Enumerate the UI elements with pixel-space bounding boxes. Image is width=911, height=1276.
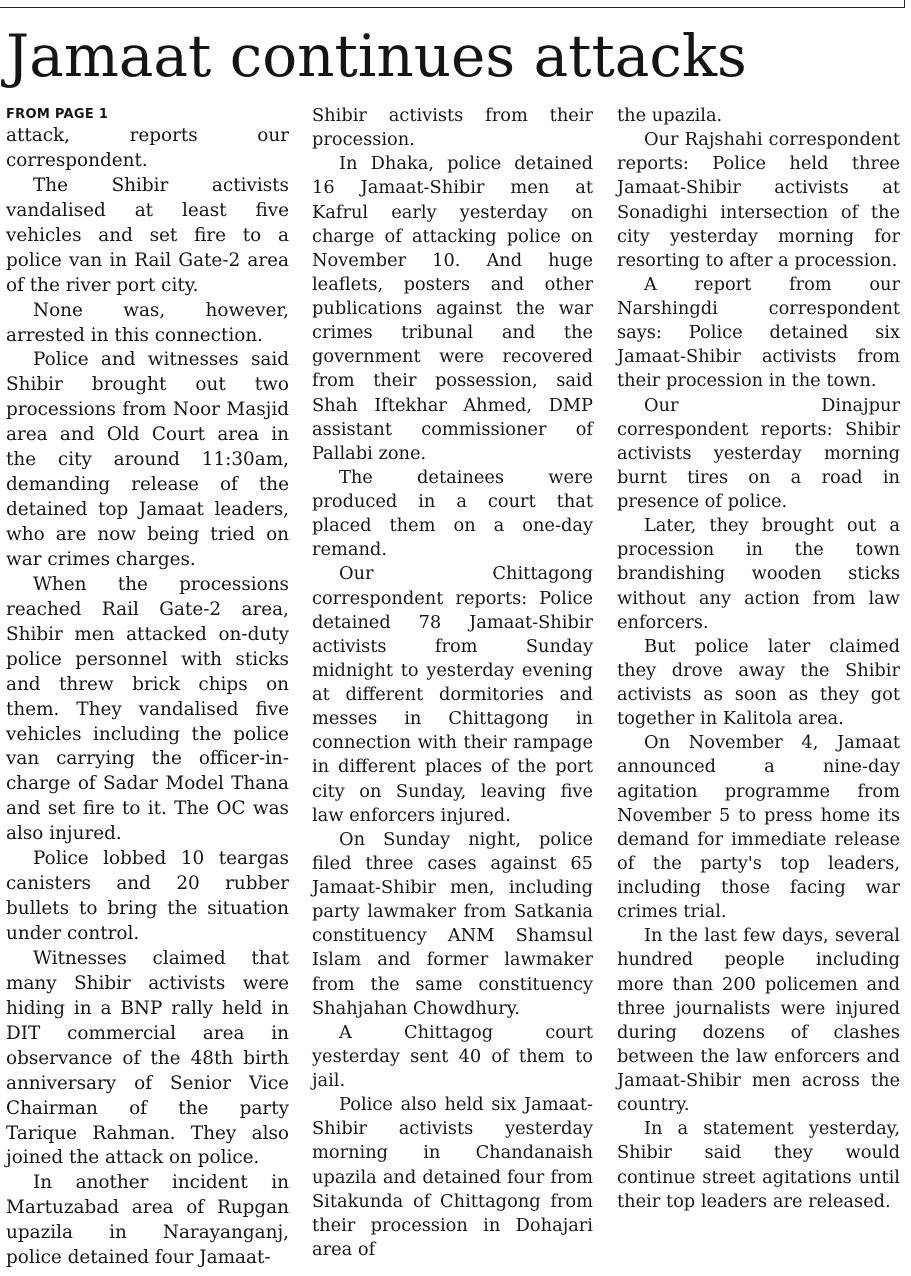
paragraph: the upazila. (617, 105, 723, 126)
paragraph: Later, they brought out a procession in the town brandishing wooden sticks without any action from law enforcers. (617, 515, 900, 633)
paragraph: Our Dinajpur correspondent reports: Shibir activists yesterday morning burnt tires on a road in presence of police. (617, 394, 900, 512)
paragraph: Shibir activists from their procession. (312, 105, 593, 151)
paragraph: A report from our Narshingdi correspondent says: Police detained six Jamaat-Shibir activists from their procession in the town. (617, 273, 900, 392)
paragraph: Witnesses claimed that many Shibir activists were hiding in a BNP rally held in DIT commercial area in observance of the 48th birth anniversary of Senior Vice Chairman of the party Tarique Rahman. They also joined the attack on police. (6, 947, 289, 1169)
paragraph: On November 4, Jamaat announced a nine-day agitation programme from November 5 to press home its demand for immediate release of the party's top leaders, including those facing war crimes trial. (617, 732, 900, 923)
paragraph: Police and witnesses said Shibir brought out two processions from Noor Masjid area and Old Court area in the city around 11:30am, demanding release of the detained top Jamaat leaders, who are now being tried on war crimes charges. (6, 349, 289, 570)
paragraph: attack, reports our correspondent. (6, 125, 289, 171)
paragraph: In a statement yesterday, Shibir said they would continue street agitations until their top leaders are released. (617, 1118, 900, 1212)
top-rule (0, 7, 905, 8)
paragraph: The detainees were produced in a court that placed them on a one-day remand. (312, 466, 593, 561)
paragraph: Our Chittagong correspondent reports: Police detained 78 Jamaat-Shibir activists from Sunday midnight to yesterday evening at different dormitories and messes in Chittagong in connection with their rampage in different places of the port city on Sunday, leaving five law enforcers injured. (312, 563, 593, 826)
paragraph: A Chittagog court yesterday sent 40 of them to jail. (312, 1021, 593, 1091)
headline: Jamaat continues attacks (6, 22, 747, 90)
paragraph: Police lobbed 10 teargas canisters and 20 rubber bullets to bring the situation under control. (6, 848, 289, 944)
paragraph: In Dhaka, police detained 16 Jamaat-Shibir men at Kafrul early yesterday on charge of attacking police on November 10. And huge leaflets, posters and other publications against the war crimes tribunal and the government were recovered from their possession, said Shah Iftekhar Ahmed, DMP assistant commissioner of Pallabi zone. (312, 153, 593, 464)
paragraph: In the last few days, several hundred people including more than 200 policemen and three journalists were injured during dozens of clashes between the law enforcers and Jamaat-Shibir men across the country. (617, 925, 900, 1116)
paragraph: In another incident in Martuzabad area of Rupgan upazila in Narayanganj, police detained four Jamaat- (6, 1172, 289, 1269)
paragraph: But police later claimed they drove away the Shibir activists as soon as they got together in Kalitola area. (617, 635, 900, 730)
paragraph: Our Rajshahi correspondent reports: Police held three Jamaat-Shibir activists at Sonadighi intersection of the city yesterday morning for resorting to after a procession. (617, 129, 900, 271)
paragraph: On Sunday night, police filed three cases against 65 Jamaat-Shibir men, including party lawmaker from Satkania constituency ANM Shamsul Islam and former lawmaker from the same constituency Shahjahan Chowdhury. (312, 828, 593, 1019)
top-rule-corner (904, 0, 905, 8)
paragraph: None was, however, arrested in this connection. (6, 299, 289, 346)
column-3 (617, 104, 900, 1214)
column-2 (312, 104, 593, 1262)
from-page-kicker: FROM PAGE 1 (6, 107, 109, 122)
column-1 (6, 104, 289, 1271)
paragraph: The Shibir activists vandalised at least five vehicles and set fire to a police van in Rail Gate-2 area of the river port city. (6, 174, 289, 296)
paragraph: Police also held six Jamaat-Shibir activists yesterday morning in Chandanaish upazila and detained four from Sitakunda of Chittagong from their procession in Dohajari area of (312, 1094, 593, 1260)
paragraph: When the processions reached Rail Gate-2 area, Shibir men attacked on-duty police personnel with sticks and threw brick chips on them. They vandalised five vehicles including the police van carrying the officer-in-charge of Sadar Model Thana and set fire to it. The OC was also injured. (6, 573, 289, 845)
